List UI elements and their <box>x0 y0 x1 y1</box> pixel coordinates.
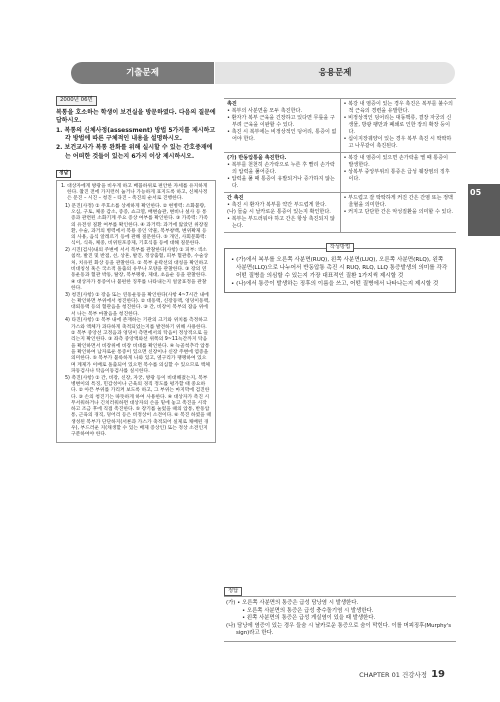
question-item: 2. 보건교사가 복통 완화를 위해 실시할 수 있는 간호중재에는 어떠한 것들이 있는지 6가지 이상 제시하시오. <box>56 144 213 160</box>
answer-tag: 정답 <box>56 170 71 178</box>
right-column <box>224 98 456 293</box>
table-row <box>224 153 456 193</box>
cell-title: 촉진 <box>227 101 237 107</box>
guide-line: • (가)에서 복부를 오른쪽 사분면(RUQ), 왼쪽 사분면(LUQ), 오른쪽 사분면(RLQ), 왼쪽 사분면(LLQ)으로 나누어서 반동압통 촉진 시 RUQ, RLQ, LLQ 통증발생의 의미를 각각 어떤 질병을 의심할 수 있는지 가장 대표적인 질환 1가지씩 제시할 것 <box>231 257 448 279</box>
applied-answer <box>224 577 456 642</box>
cell-bullet: • 환자가 복부 근육을 긴장하고 있다면 무릎을 구부려 근육을 이완할 수 있다. <box>227 115 335 128</box>
cell-bullet: • 복부의 사분면을 모두 촉진한다. <box>227 108 303 114</box>
answer-subitem: 1) 문진(사정) ① 주호소를 상세하게 확인한다. ② 현병력: 소화불량, 오심, 구토, 체중 감소, 증증, 쇼크열, 배변습관, 변비나 설사 등 통증과 관련된 소화기계 주요 증상 여부를 확인한다. ③ 가족력: 가족의 유전성 질환 여부를 확인한다. ④ 과거력: 과거에 앓았던 위장질환, 수술, 과거의 병력에서 복용 중인 약물, 복부창백, 변위확제 등의 사용, 음식 알레르기 등에 관해 질문한다. ⑤ 개인, 사회문화력: 식이, 식욕, 체중, 비위틴포증제, 기호식품 등에 대해 질문한다. <box>65 203 209 247</box>
cell-bullet: • 커지고 단단한 간은 악성질환을 의미할 수 있다. <box>343 209 453 215</box>
question-intro: 복통을 호소하는 학생이 보건실을 방문하였다. 다음의 질문에 답하시오. <box>56 108 216 124</box>
answer-box <box>56 180 216 443</box>
table-cell <box>340 193 456 233</box>
table-row <box>224 193 456 233</box>
cell-title: 간 촉진 <box>227 195 244 201</box>
cell-bullet: • 복강 내 염증이 있으면 손가락을 뗄 때 통증이 발생한다. <box>343 155 449 168</box>
cell-bullet: • 십이지장궤양이 있는 경우 복부 촉진 시 딱딱하고 나무같이 촉진된다. <box>343 136 452 149</box>
answer-item: 1. 대상자에게 방광을 비우게 하고 배꼽하위로 편안한 자세를 유지하게 한다. 촬진 전에 가지런히 눕거나 가능하게 표지도록 하고, 신체사정은 문진 – 시진 – 청진 – 타진 – 촉진의 순서로 진행한다. <box>61 183 208 202</box>
applied-answer-tag: 정답 <box>224 587 242 596</box>
table-cell <box>340 99 456 153</box>
cell-bullet: • 상복부 중앙부위의 통증은 급성 췌장염의 징후이다. <box>343 169 450 182</box>
tab-applied-exam: 응용문제 <box>215 62 455 84</box>
answer-line: • 왼쪽 사분면의 통증은 급성 게실염이 있을 때 발생한다. <box>242 615 376 622</box>
cell-bullet: • 압력을 풀 때 통증이 유발되거나 증가하지 않는다. <box>227 176 335 189</box>
cell-bullet: • 촉진 시 복부에는 비정상적인 덩어리, 통증이 없어야 한다. <box>227 129 337 142</box>
chapter-label: CHAPTER 01 건강사정 <box>359 671 428 679</box>
chapter-side-tab <box>468 184 500 236</box>
answer-subitem: 3) 청진(사항) ① 장음 또는 연동운동을 확인한다(사항 4~7시간 내에는 확인하면 부위에서 청진한다). ② 대동맥, 신장동맥, 엉덩이동맥, 대퇴동맥 등의 혈관음을 청진한다. ③ 간, 비장이 복부의 잡음 위에서 나는 복부 마찰음을 청진한다. <box>65 292 210 317</box>
table-cell <box>224 153 340 193</box>
cell-bullet: • 부드럽고 잘 딱딱하게 커진 간은 간염 또는 정맥울혈을 의미한다. <box>343 195 453 208</box>
table-row <box>224 99 456 153</box>
left-column <box>56 96 216 443</box>
answer-line: (나) 담낭에 염증이 있는 경우 들숨 시 날카로운 통증으로 숨이 막힌다. 이를 머피징후(Murphy's sign)라고 한다. <box>226 622 452 637</box>
cell-bullet: • 복부는 부드러워야 하고 간은 항상 촉진되지 않는다. <box>227 216 335 229</box>
answer-line: (가) • 오른쪽 사분면의 통증은 급성 담낭염 시 발생한다. <box>226 600 359 606</box>
cell-bullet: • 비정상적인 덩어리는 대동맥류, 결장 자궁의 신생물, 방광 팽만과 폐쇄로 인한 장의 확장 등이다. <box>343 115 452 135</box>
guide-line: • (나)에서 통증이 발생하는 징후의 이름을 쓰고, 어떤 질병에서 나타나는지 제시할 것 <box>231 281 439 287</box>
side-tab-number: 05 <box>470 188 482 197</box>
tab-past-exam: 기출문제 <box>71 62 214 84</box>
writing-guide-box <box>224 248 456 293</box>
applied-answer-box <box>224 596 456 642</box>
page-footer <box>359 669 445 680</box>
assessment-table <box>224 98 456 233</box>
writing-guide-tag: 작성방법 <box>326 243 354 252</box>
table-cell <box>224 99 340 153</box>
table-cell <box>224 193 340 233</box>
cell-bullet: • 복부를 천천히 손가락으로 누른 후 빨리 손가락의 압력을 풀어준다. <box>227 162 335 175</box>
table-cell <box>340 153 456 193</box>
cell-bullet: • 촉진 시 환자가 복부를 약간 부드럽게 한다. <box>227 202 327 208</box>
cell-bullet: (나) 들숨 시 날카로운 통증이 있는지 확인한다. <box>227 209 331 215</box>
cell-bullet: • 복강 내 염증이 있는 경우 촉진은 복부를 불수의적 근육의 경련을 유발한다. <box>343 101 453 114</box>
cell-title: (가) 반동압통을 촉진한다. <box>227 155 287 161</box>
answer-subitem: 5) 촉진(사항) ① 간, 비장, 신장, 자궁, 방광 등이 비대해졌는지, 복부병변이의 특징, 민감성이나 근육의 경직 정도를 평가할 때 중요하다. ② 아픈 부위를 가리켜 보도록 하고, 그 부위는 마지막에 검진한다. ③ 손의 청진기는 따뜻하게 하여 사용한다. ④ 대상자가 촉진 시 무서워하거나 긴치러워하면 대상자의 손을 밑에 놓고 촉진을 시작하고 조금 후에 직접 촉진한다. ⑤ 장기를 눌렀을 때의 압통, 반동압통, 근육의 경직, 덩어리 등은 비정상이 소견이다. ⑥ 복진 하였을 때 생성된 복부가 단단하지(서론과 가스가 축적되어 실제로 채배된 경우), 부드러운 지(채생할 수 있는 배제 증상인) 또는 정상 소견인지 구분하여야 한다. <box>65 375 211 438</box>
year-badge: 2000년 06번 <box>56 96 97 106</box>
answer-line: • 오른쪽 사분면의 통증은 급성 충수돌기염 시 발생한다. <box>242 607 374 614</box>
answer-subitem: 4) 타진(사항) ① 복부 내에 존재하는 기관의 크기와 위치를 측정하고 가스와 액체가 과다하게 축적되었는지를 발견하기 위해 사용한다. ② 복부 중앙선 고정음과 엉덩이 측면에서의 탁음이 정상적으로 들리는지 확인한다. ③ 좌측 중앙액와선 위쪽의 9~11늑간까지 탁음을 확인하면서 비장위에 비장 비대를 확인한다. ④ 늑골척추각 압통을 확인하여 남자로운 통증이 있으면 신장이나 신장 주변에 염증을 의미한다. ⑤ 복부가 불룩하게 나와 있고, 옆구리가 팽팽하여 있으며 계제가 이배로 돌출되어 있으면 복수를 의심할 수 있으므로 액체파동검사나 탁음이동검사를 실시한다. <box>65 318 210 374</box>
answer-subitem: 2) 시진(검사)내의 주변에 서서 복부를 관찰한다(사항) ① 피부: 색소침착, 발진 및 반점, 선, 상흔, 발진, 정상출혈, 피부 혈관총, 수술상처, 치유된 화상 등을 관찰한다. ② 복부 윤곽선의 대칭을 확인하고 비대칭성 혹은 국소적 돌출의 유무나 모양을 관찰한다. ③ 장의 연동운동과 혈관 박동, 탈장, 복부팽창, 제대, 초음순 등을 관찰한다. ④ 대상자가 통증이나 불편한 징후를 나타내는지 얼굴표정을 관찰한다. <box>65 248 209 291</box>
question-item: 1. 복통의 신체사정(assessment) 방법 5가지를 제시하고 각 방법에 따른 구체적인 내용을 설명하시오. <box>56 126 216 143</box>
page-number: 19 <box>431 669 445 680</box>
